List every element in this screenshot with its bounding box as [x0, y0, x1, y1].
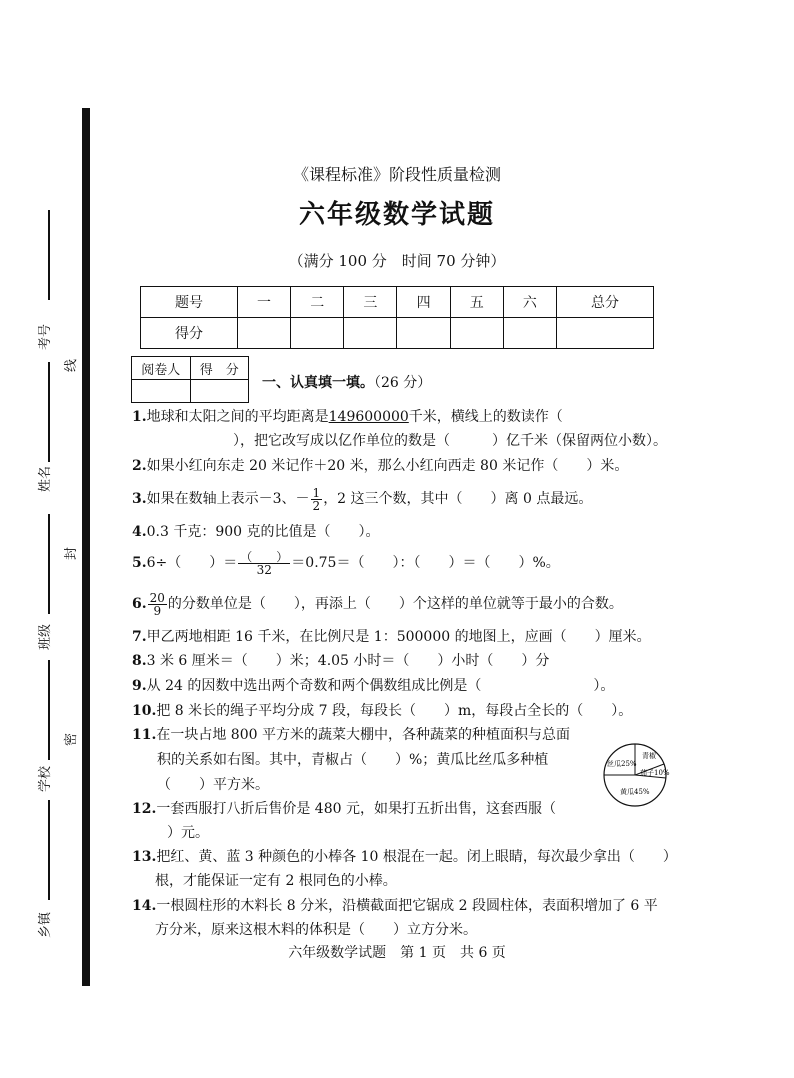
- reviewer-cell[interactable]: [132, 380, 191, 403]
- question-10: [132, 699, 632, 723]
- fraction: [311, 487, 323, 512]
- question-number: 11.: [132, 727, 157, 743]
- question-number: 4.: [132, 524, 147, 540]
- score-header-cell: 一: [237, 287, 290, 318]
- question-11-line-1: [132, 723, 570, 747]
- question-11-line-3: （ ）平方米。: [157, 777, 269, 793]
- xuexiao-line: [48, 660, 50, 760]
- fraction-numerator: 20: [149, 590, 165, 605]
- exam-info: （满分 100 分 时间 70 分钟）: [288, 252, 506, 270]
- fraction-denominator: 32: [256, 562, 272, 577]
- question-2: [132, 454, 628, 478]
- fraction-denominator: 9: [153, 603, 162, 618]
- question-text: 一根圆柱形的木料长 8 分米，沿横截面把它锯成 2 段圆柱体，表面积增加了 6 平: [156, 898, 658, 914]
- question-text: 0.3 千克：900 克的比值是（ ）。: [146, 524, 380, 540]
- question-text: 3 米 6 厘米＝（ ）米；4.05 小时＝（ ）小时（ ）分: [146, 653, 550, 669]
- question-5: [132, 547, 560, 579]
- question-text: 如果在数轴上表示－3、－: [146, 491, 310, 507]
- exam-title: 六年级数学试题: [298, 200, 495, 230]
- fraction-denominator: 2: [312, 498, 321, 513]
- fraction: [238, 551, 290, 576]
- question-number: 8.: [132, 653, 147, 669]
- question-9: [132, 674, 614, 698]
- question-11-line-2: 积的关系如右图。其中，青椒占（ ）%；黄瓜比丝瓜多种植: [157, 752, 549, 768]
- cut-mark-xian: 线: [64, 358, 79, 372]
- question-text: 的分数单位是（ ），再添上（ ）个这样的单位就等于最小的合数。: [167, 596, 623, 612]
- question-number: 6.: [132, 596, 147, 612]
- xingming-label: 姓名: [38, 465, 53, 492]
- banji-label: 班级: [38, 623, 53, 650]
- question-7: [132, 625, 651, 649]
- vegetable-pie-chart: [596, 742, 674, 808]
- score-table: [140, 286, 654, 349]
- pie-label-qingjiao: 青椒: [642, 752, 656, 760]
- underlined-number: 149600000: [328, 409, 409, 425]
- question-text: 如果小红向东走 20 米记作＋20 米，那么小红向西走 80 米记作（ ）米。: [146, 458, 629, 474]
- score-header-cell: 五: [450, 287, 503, 318]
- section-title-text: 一、认真填一填。: [262, 375, 374, 391]
- exam-subtitle: 《课程标准》阶段性质量检测: [292, 165, 501, 184]
- binding-bar: [82, 108, 90, 986]
- question-text: 地球和太阳之间的平均距离是: [146, 409, 329, 425]
- cut-mark-feng: 封: [64, 546, 79, 560]
- question-text: 6÷（ ）＝: [146, 555, 238, 571]
- score-cell[interactable]: [397, 318, 450, 349]
- reviewer-table: [131, 356, 249, 403]
- question-text: 把 8 米长的绳子平均分成 7 段，每段长（ ）m，每段占全长的（ ）。: [156, 703, 633, 719]
- question-text: 在一块占地 800 平方米的蔬菜大棚中，各种蔬菜的种植面积与总面: [156, 727, 570, 743]
- question-text: 千米，横线上的数读作（: [408, 409, 563, 425]
- question-number: 2.: [132, 458, 147, 474]
- score-header-cell: 总分: [557, 287, 654, 318]
- question-number: 3.: [132, 491, 147, 507]
- reviewer-score-label: 得 分: [190, 357, 249, 380]
- question-number: 7.: [132, 629, 147, 645]
- kaohao-label: 考号: [38, 323, 53, 350]
- question-14-line-2: 方分米，原来这根木料的体积是（ ）立方分米。: [155, 922, 477, 938]
- question-text: 一套西服打八折后售价是 480 元，如果打五折出售，这套西服（: [156, 801, 556, 817]
- question-number: 5.: [132, 555, 147, 571]
- fraction: [148, 592, 167, 617]
- question-text: ，2 这三个数，其中（ ）离 0 点最远。: [323, 491, 593, 507]
- question-14-line-1: [132, 894, 658, 918]
- reviewer-label: 阅卷人: [132, 357, 191, 380]
- question-4: [132, 520, 380, 544]
- score-header-cell: 四: [397, 287, 450, 318]
- page-footer: 六年级数学试题 第 1 页 共 6 页: [288, 945, 506, 961]
- pie-label-qiezi: 茄子10%: [640, 769, 670, 777]
- pie-label-sigua: 丝瓜25%: [607, 760, 637, 768]
- score-cell[interactable]: [237, 318, 290, 349]
- question-text: ＝0.75＝（ ）：（ ）＝（ ）%。: [291, 555, 560, 571]
- fraction-numerator: （ ）: [240, 549, 289, 564]
- question-12-line-1: [132, 797, 556, 821]
- score-header-cell: 三: [344, 287, 397, 318]
- question-1-line-1: [132, 405, 563, 429]
- score-row-label: 得分: [141, 318, 238, 349]
- question-text: 从 24 的因数中选出两个奇数和两个偶数组成比例是（ ）。: [146, 678, 615, 694]
- question-number: 1.: [132, 409, 147, 425]
- score-table-header-row: [141, 287, 654, 318]
- fraction-numerator: 1: [312, 485, 321, 500]
- question-number: 12.: [132, 801, 157, 817]
- score-table-score-row: [141, 318, 654, 349]
- question-text: 把红、黄、蓝 3 种颜色的小棒各 10 根混在一起。闭上眼睛，每次最少拿出（ ）: [156, 849, 677, 865]
- question-number: 14.: [132, 898, 157, 914]
- question-12-line-2: ）元。: [167, 825, 209, 841]
- xiangzhen-label: 乡镇: [38, 911, 53, 938]
- banji-line: [48, 514, 50, 614]
- score-header-cell: 题号: [141, 287, 238, 318]
- xuexiao-label: 学校: [38, 765, 53, 792]
- question-8: [132, 649, 549, 673]
- question-3: [132, 483, 592, 515]
- score-cell[interactable]: [344, 318, 397, 349]
- score-cell[interactable]: [503, 318, 556, 349]
- score-cell[interactable]: [291, 318, 344, 349]
- question-6: [132, 588, 623, 620]
- question-1-line-2: ），把它改写成以亿作单位的数是（ ）亿千米（保留两位小数）。: [233, 433, 667, 449]
- question-number: 9.: [132, 678, 147, 694]
- question-text: 甲乙两地相距 16 千米，在比例尺是 1：500000 的地图上，应画（ ）厘米。: [146, 629, 651, 645]
- score-cell[interactable]: [450, 318, 503, 349]
- question-number: 10.: [132, 703, 157, 719]
- score-header-cell: 二: [291, 287, 344, 318]
- xingming-line: [48, 362, 50, 462]
- pie-label-huanggua: 黄瓜45%: [620, 788, 650, 796]
- section-title: [262, 372, 431, 392]
- question-13-line-1: [132, 845, 677, 869]
- question-number: 13.: [132, 849, 157, 865]
- section-points: （26 分）: [374, 375, 432, 391]
- xiangzhen-line: [48, 800, 50, 900]
- score-header-cell: 六: [503, 287, 556, 318]
- cut-mark-mi: 密: [64, 732, 79, 746]
- reviewer-score-cell[interactable]: [190, 380, 249, 403]
- score-cell[interactable]: [557, 318, 654, 349]
- question-13-line-2: 根，才能保证一定有 2 根同色的小棒。: [155, 873, 397, 889]
